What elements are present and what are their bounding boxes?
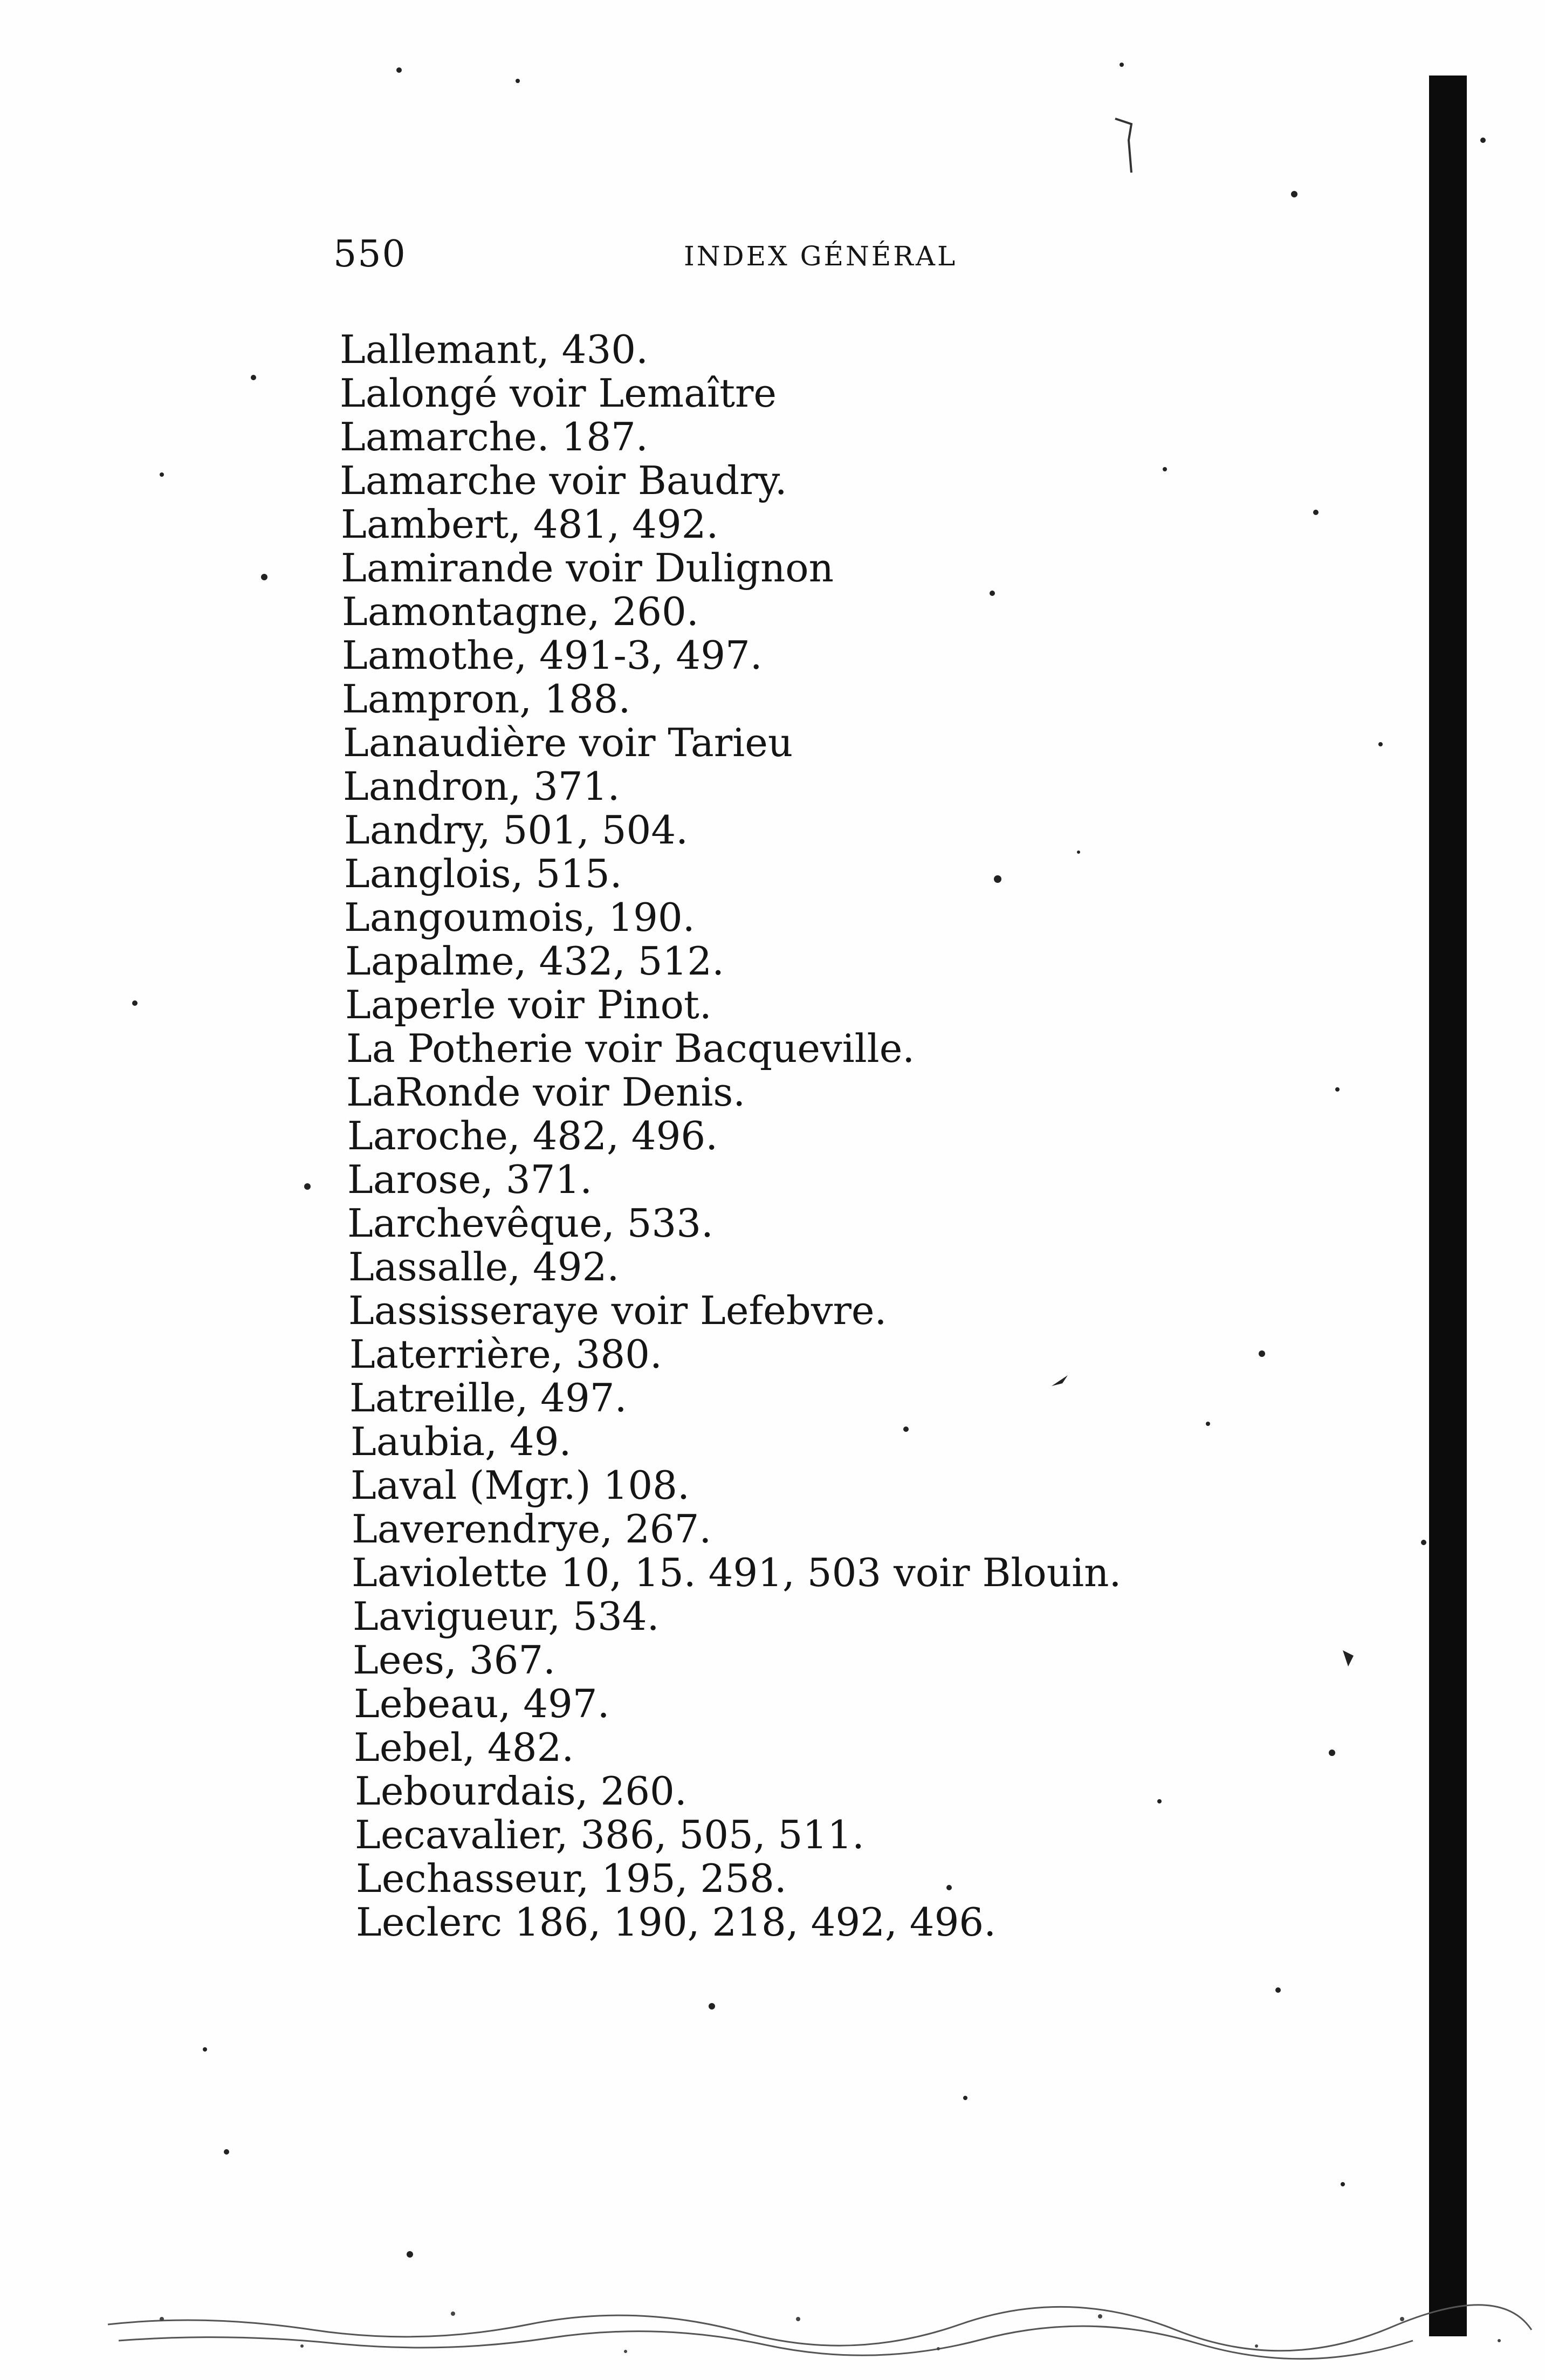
index-entry: Larchevêque, 533. <box>347 1201 713 1246</box>
index-entry: Lassisseraye voir Lefebvre. <box>348 1288 887 1333</box>
page-number: 550 <box>333 233 407 276</box>
index-entry: Laroche, 482, 496. <box>347 1113 718 1158</box>
index-entry: Lallemant, 430. <box>340 327 648 372</box>
index-entry: Lassalle, 492. <box>348 1244 620 1290</box>
index-entry: Laverendrye, 267. <box>352 1506 712 1552</box>
index-entry: Lamontagne, 260. <box>342 589 699 634</box>
index-entry: Lamarche. 187. <box>340 414 648 459</box>
index-entry: Lavigueur, 534. <box>353 1594 660 1639</box>
binding-edge-shadow <box>1429 76 1467 2336</box>
index-entry: Lalongé voir Lemaître <box>340 371 777 416</box>
index-entry: Lecavalier, 386, 505, 511. <box>355 1812 864 1857</box>
scan-noise-strip <box>97 2281 1542 2368</box>
index-entry: Lanaudière voir Tarieu <box>343 720 793 765</box>
index-entry: Langoumois, 190. <box>344 895 695 940</box>
running-head: INDEX GÉNÉRAL <box>684 241 958 272</box>
index-entry: Langlois, 515. <box>344 851 622 896</box>
index-entry: Lambert, 481, 492. <box>341 502 719 547</box>
index-entry: Lebeau, 497. <box>354 1681 610 1726</box>
index-entry: Leclerc 186, 190, 218, 492, 496. <box>356 1899 997 1945</box>
index-entry: La Potherie voir Bacqueville. <box>346 1026 915 1071</box>
index-entry: Latreille, 497. <box>349 1375 627 1421</box>
index-entry: Lamothe, 491-3, 497. <box>342 633 763 678</box>
index-entry: Larose, 371. <box>347 1157 593 1202</box>
index-entry: Lees, 367. <box>353 1637 556 1683</box>
index-entry: Landry, 501, 504. <box>344 807 689 853</box>
index-entry: Landron, 371. <box>343 764 620 809</box>
index-entry: Laubia, 49. <box>351 1419 572 1464</box>
index-entry: Laviolette 10, 15. 491, 503 voir Blouin. <box>352 1550 1122 1595</box>
index-entry: Lapalme, 432, 512. <box>345 938 724 984</box>
index-entry: Laperle voir Pinot. <box>345 982 712 1027</box>
index-entry: Lebel, 482. <box>354 1725 574 1770</box>
index-entry: LaRonde voir Denis. <box>346 1069 746 1115</box>
pencil-mark <box>1110 108 1153 194</box>
index-entry: Laval (Mgr.) 108. <box>351 1463 690 1508</box>
index-entry: Laterrière, 380. <box>349 1332 662 1377</box>
index-entry: Lamarche voir Baudry. <box>340 458 787 503</box>
index-entry: Lebourdais, 260. <box>355 1768 687 1814</box>
index-entry: Lechasseur, 195, 258. <box>356 1856 787 1901</box>
index-entry: Lampron, 188. <box>342 676 631 722</box>
index-list <box>340 328 1121 1944</box>
index-entry: Lamirande voir Dulignon <box>341 545 834 591</box>
